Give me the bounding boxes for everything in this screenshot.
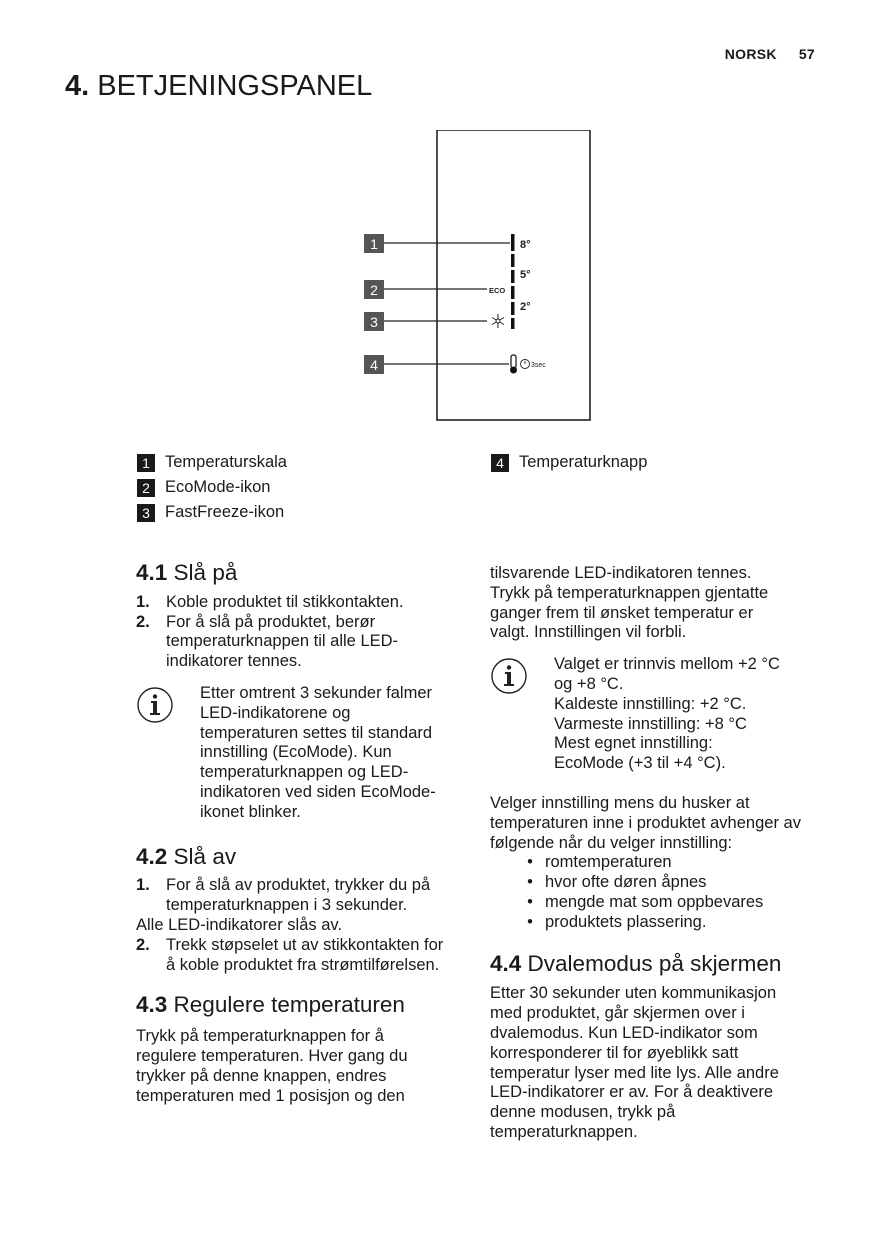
right-column xyxy=(490,564,810,1143)
legend-right xyxy=(491,450,647,475)
legend-item xyxy=(137,500,287,525)
scale-bar xyxy=(511,302,515,315)
control-panel-figure xyxy=(360,130,600,425)
list-item: • hvor ofte døren åpnes xyxy=(527,873,707,892)
page-title xyxy=(65,70,372,103)
section-title: BETJENINGSPANEL xyxy=(97,70,373,102)
scale-label-8: 8° xyxy=(520,239,531,251)
scale-bar xyxy=(511,254,515,267)
legend-label: Temperaturknapp xyxy=(519,453,648,471)
body-text: Velger innstilling mens du husker at temperaturen inne i produktet avhenger av følgende når du velger innstilling: xyxy=(490,793,801,852)
steps-4-2 xyxy=(136,876,456,916)
legend-num: 2 xyxy=(137,479,155,497)
list-item: 2. Trekk støpselet ut av stikkontakten for å koble produktet fra strømtilførelsen. xyxy=(136,935,444,974)
legend-left xyxy=(137,450,287,525)
body-text: Alle LED-indikatorer slås av. xyxy=(136,915,343,934)
list-item: • romtemperaturen xyxy=(527,853,672,872)
info-note xyxy=(490,655,810,774)
language-label: NORSK xyxy=(724,46,777,62)
left-column xyxy=(136,560,456,1106)
steps-4-1 xyxy=(136,593,456,672)
callout-4: 4 xyxy=(370,357,378,373)
list-item: 1. For å slå av produktet, trykker du på temperaturknappen i 3 sekunder. xyxy=(136,876,431,915)
legend-item xyxy=(137,475,287,500)
list-item: 1. Koble produktet til stikkontakten. xyxy=(136,592,404,611)
legend-item xyxy=(137,450,287,475)
body-text: tilsvarende LED-indikatoren tennes. Trykk på temperaturknappen gjentatte ganger frem til ønsket temperatur er valgt. Innstillingen vil forbli. xyxy=(490,564,769,642)
bullet-list xyxy=(490,853,810,932)
scale-bar xyxy=(511,318,515,329)
legend-label: Temperaturskala xyxy=(165,453,287,471)
scale-label-5: 5° xyxy=(520,269,531,281)
three-sec-label: 3sec xyxy=(531,362,546,369)
steps-4-2b xyxy=(136,936,456,976)
page-header xyxy=(725,46,815,62)
callout-1: 1 xyxy=(370,236,378,252)
info-icon xyxy=(136,684,200,823)
info-icon xyxy=(490,655,554,774)
legend-num: 4 xyxy=(491,454,509,472)
section-number: 4. xyxy=(65,70,90,102)
eco-icon: ECO xyxy=(489,286,506,295)
legend-label: FastFreeze-ikon xyxy=(165,503,285,521)
scale-bar xyxy=(511,234,515,251)
list-item: • mengde mat som oppbevares xyxy=(527,892,764,911)
info-note xyxy=(136,684,456,823)
body-text: Etter 30 sekunder uten kommunikasjon med produktet, går skjermen over i dvalemodus. Kun LED-indikator som korresponderer til for øyeblikk satt temperatur lyser med lite lys. Alle andre LED-indikatorer er av. For å deaktivere denne modusen, trykk på temperaturknappen. xyxy=(490,984,779,1141)
fastfreeze-icon xyxy=(492,314,504,328)
note-text: Etter omtrent 3 sekunder falmer LED-indikatorene og temperaturen settes til standard innstilling (EcoMode). Kun temperaturknappen og LED-indikatoren ved siden EcoMode-ikonet blinker. xyxy=(200,683,436,821)
list-item: • produktets plassering. xyxy=(527,912,707,931)
heading-4-2: 4.2 Slå av xyxy=(136,843,237,869)
scale-label-2: 2° xyxy=(520,301,531,313)
legend-num: 1 xyxy=(137,454,155,472)
note-text: Valget er trinnvis mellom +2 °C og +8 °C. Kaldeste innstilling: +2 °C. Varmeste innstilling: +8 °C Mest egnet innstilling: EcoMode (+3 til +4 °C). xyxy=(554,655,780,773)
thermometer-icon xyxy=(510,355,517,374)
list-item: 2. For å slå på produktet, berør temperaturknappen til alle LED-indikatorer tennes. xyxy=(136,612,399,671)
legend-num: 3 xyxy=(137,504,155,522)
heading-4-3: 4.3 Regulere temperaturen xyxy=(136,992,405,1018)
heading-4-4: 4.4 Dvalemodus på skjermen xyxy=(490,950,782,976)
legend-item xyxy=(491,450,647,475)
callout-2: 2 xyxy=(370,282,378,298)
heading-4-1: 4.1 Slå på xyxy=(136,560,238,585)
scale-bar xyxy=(511,270,515,283)
callout-3: 3 xyxy=(370,314,378,330)
legend-label: EcoMode-ikon xyxy=(165,478,271,496)
body-text: Trykk på temperaturknappen for å regulere temperaturen. Hver gang du trykker på denne knappen, endres temperaturen med 1 posisjon og den xyxy=(136,1027,408,1105)
scale-bar xyxy=(511,286,515,299)
page-number: 57 xyxy=(798,46,815,62)
